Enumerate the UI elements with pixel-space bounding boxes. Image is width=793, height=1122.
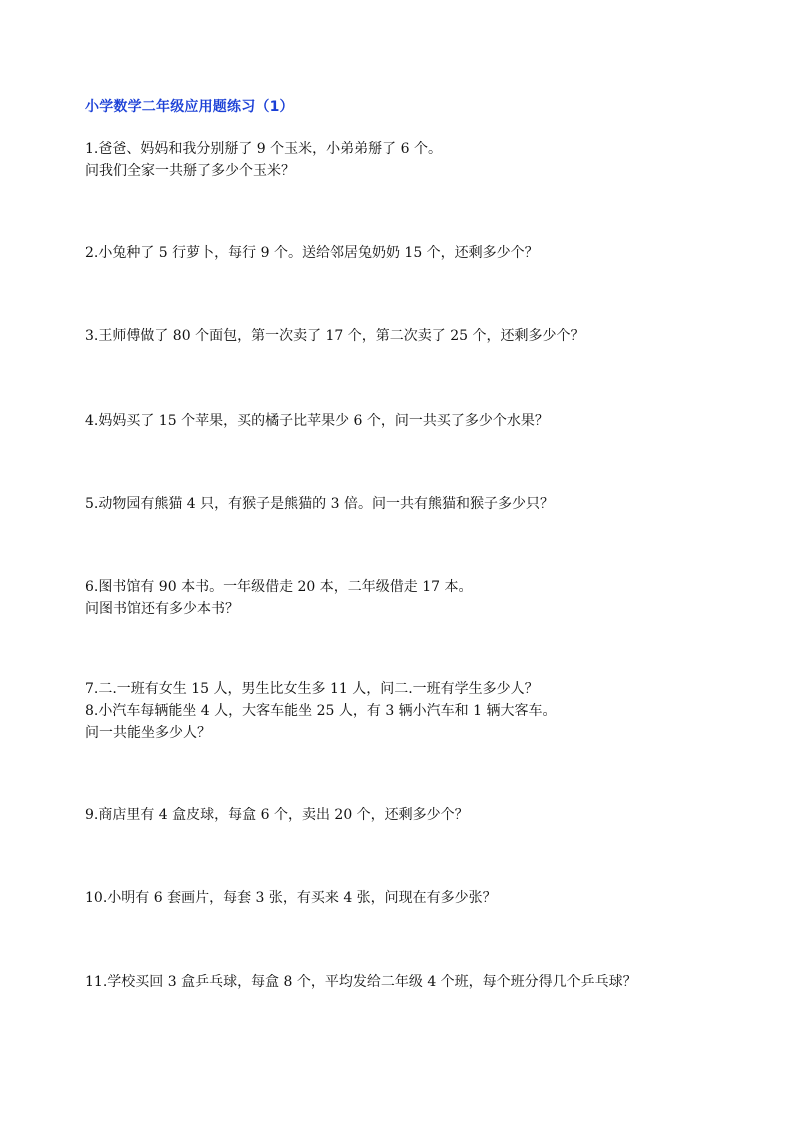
question-5 — [85, 493, 554, 515]
question-line: 3.王师傅做了 80 个面包，第一次卖了 17 个，第二次卖了 25 个，还剩多少个？ — [85, 328, 585, 344]
question-line: 问图书馆还有多少本书？ — [85, 601, 239, 617]
question-line: 8.小汽车每辆能坐 4 人，大客车能坐 25 人，有 3 辆小汽车和 1 辆大客车。 — [85, 703, 557, 719]
question-1 — [85, 138, 442, 182]
question-line: 问我们全家一共掰了多少个玉米？ — [85, 163, 295, 179]
question-6 — [85, 576, 473, 620]
question-3 — [85, 325, 585, 347]
question-line: 6.图书馆有 90 本书。一年级借走 20 本，二年级借走 17 本。 — [85, 579, 473, 595]
question-line: 1.爸爸、妈妈和我分别掰了 9 个玉米，小弟弟掰了 6 个。 — [85, 141, 442, 157]
question-2 — [85, 242, 539, 264]
question-line: 7.二.一班有女生 15 人，男生比女生多 11 人，问二.一班有学生多少人？ — [85, 681, 539, 697]
question-10 — [85, 887, 497, 909]
question-line: 4.妈妈买了 15 个苹果，买的橘子比苹果少 6 个，问一共买了多少个水果？ — [85, 413, 549, 429]
question-line: 10.小明有 6 套画片，每套 3 张，有买来 4 张，问现在有多少张？ — [85, 890, 497, 906]
question-line: 问一共能坐多少人？ — [85, 725, 211, 741]
question-line: 11.学校买回 3 盒乒乓球，每盒 8 个，平均发给二年级 4 个班，每个班分得几个乒乓球？ — [85, 974, 637, 990]
worksheet-title: 小学数学二年级应用题练习（1） — [85, 99, 294, 115]
question-line: 5.动物园有熊猫 4 只，有猴子是熊猫的 3 倍。问一共有熊猫和猴子多少只？ — [85, 496, 554, 512]
question-4 — [85, 410, 549, 432]
question-11 — [85, 971, 637, 993]
question-7-8 — [85, 678, 557, 744]
question-line: 2.小兔种了 5 行萝卜，每行 9 个。送给邻居兔奶奶 15 个，还剩多少个？ — [85, 245, 539, 261]
question-9 — [85, 804, 469, 826]
question-line: 9.商店里有 4 盒皮球，每盒 6 个，卖出 20 个，还剩多少个？ — [85, 807, 469, 823]
